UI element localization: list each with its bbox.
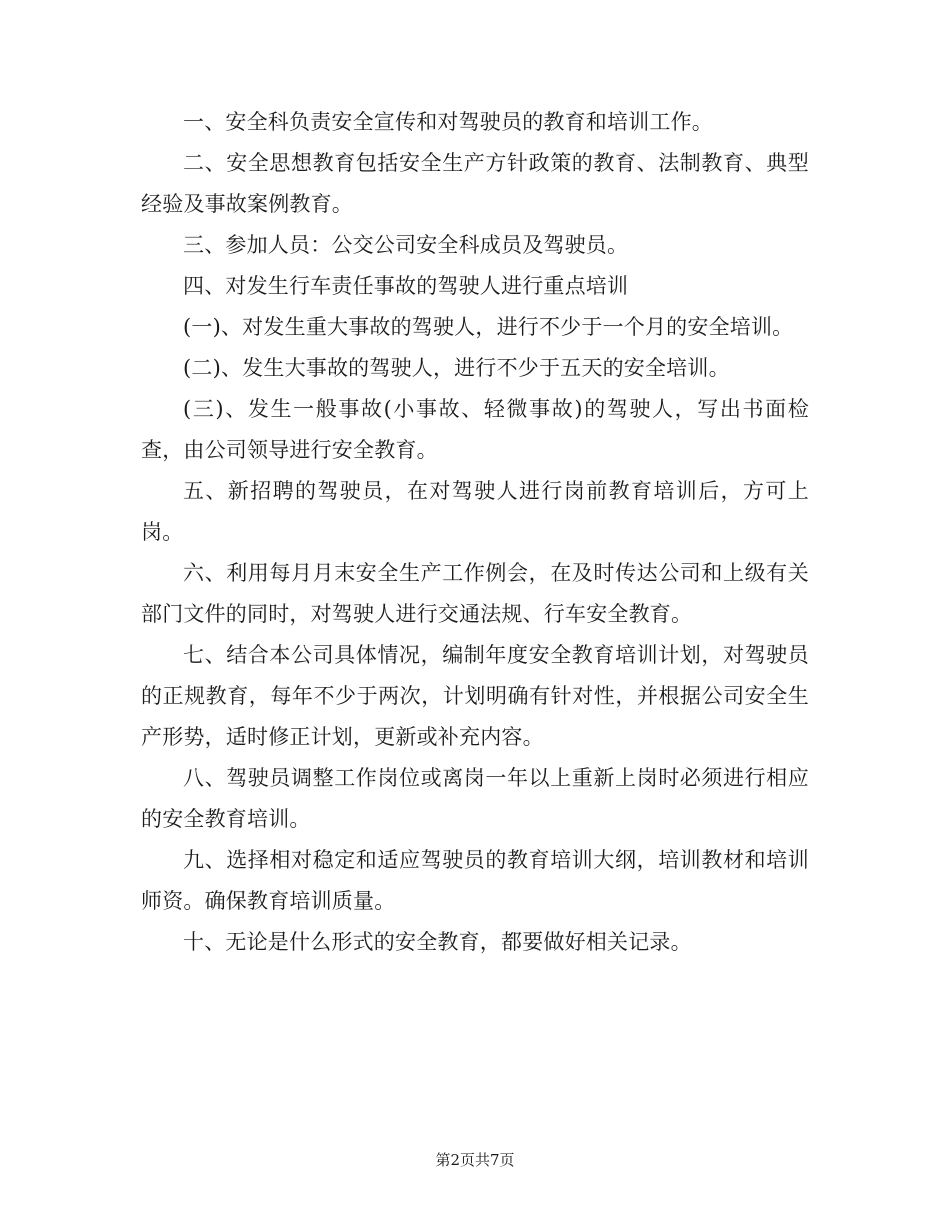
paragraph-11: 八、驾驶员调整工作岗位或离岗一年以上重新上岗时必须进行相应的安全教育培训。 bbox=[141, 766, 809, 831]
paragraph-7: (三)、发生一般事故(小事故、轻微事故)的驾驶人，写出书面检查，由公司领导进行安全教育。 bbox=[141, 397, 809, 462]
paragraph-2: 二、安全思想教育包括安全生产方针政策的教育、法制教育、典型经验及事故案例教育。 bbox=[141, 151, 809, 216]
paragraph-3: 三、参加人员：公交公司安全科成员及驾驶员。 bbox=[183, 233, 629, 257]
paragraph-10: 七、结合本公司具体情况，编制年度安全教育培训计划，对驾驶员的正规教育，每年不少于两次，计划明确有针对性，并根据公司安全生产形势，适时修正计划，更新或补充内容。 bbox=[141, 643, 809, 749]
document-body bbox=[141, 102, 809, 963]
paragraph-5: (一)、对发生重大事故的驾驶人，进行不少于一个月的安全培训。 bbox=[183, 315, 794, 339]
paragraph-4: 四、对发生行车责任事故的驾驶人进行重点培训 bbox=[183, 274, 629, 298]
paragraph-1: 一、安全科负责安全宣传和对驾驶员的教育和培训工作。 bbox=[183, 110, 713, 134]
paragraph-12: 九、选择相对稳定和适应驾驶员的教育培训大纲，培训教材和培训师资。确保教育培训质量。 bbox=[141, 848, 809, 913]
paragraph-6: (二)、发生大事故的驾驶人，进行不少于五天的安全培训。 bbox=[183, 356, 730, 380]
paragraph-8: 五、新招聘的驾驶员，在对驾驶人进行岗前教育培训后，方可上岗。 bbox=[141, 479, 809, 544]
paragraph-13: 十、无论是什么形式的安全教育，都要做好相关记录。 bbox=[183, 930, 692, 954]
paragraph-9: 六、利用每月月末安全生产工作例会，在及时传达公司和上级有关部门文件的同时，对驾驶人进行交通法规、行车安全教育。 bbox=[141, 561, 809, 626]
page-number-footer: 第2页共7页 bbox=[435, 1151, 515, 1169]
